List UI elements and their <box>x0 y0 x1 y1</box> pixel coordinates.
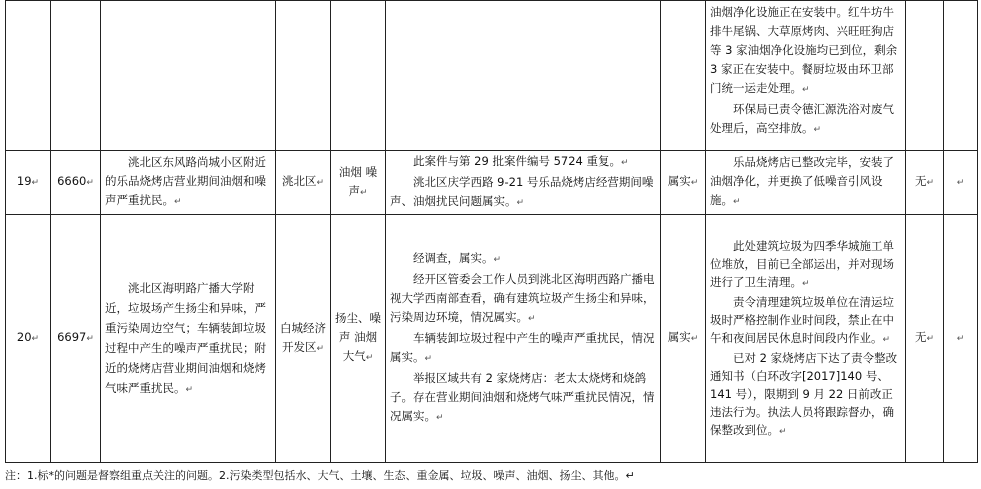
cell-rectify <box>706 1 906 151</box>
cell-accountability <box>906 1 944 151</box>
cell-district: 洮北区↵ <box>276 151 331 215</box>
cell-case <box>51 1 101 151</box>
cell-remark: ↵ <box>944 151 978 215</box>
cell-no <box>6 1 51 151</box>
cell-no: 19↵ <box>6 151 51 215</box>
cell-content <box>101 1 276 151</box>
table-row <box>6 151 978 215</box>
cell-verified <box>661 1 706 151</box>
cell-content: 洮北区海明路广播大学附近，垃圾场产生扬尘和异味，严重污染周边空气；车辆装卸垃圾过程中产生的噪声严重扰民；附近的烧烤店营业期间油烟和烧烤气味严重扰民。↵ <box>101 215 276 463</box>
cell-rectify: 此处建筑垃圾为四季华城施工单位堆放，目前已全部运出，并对现场进行了卫生清理。↵ 责令清理建筑垃圾单位在清运垃圾时严格控制作业时间段，禁止在中午和夜间居民休息时间段内作业。↵ 已对 2 家烧烤店下达了责令整改通知书（白环改字[2017]140 号、141 号），限期到 9 月 22 日前改正违法行为。执法人员将跟踪督办，确保整改到位。↵ <box>706 215 906 463</box>
cell-findings: 此案件与第 29 批案件编号 5724 重复。↵ 洮北区庆学西路 9-21 号乐品烧烤店经营期间噪声、油烟扰民问题属实。↵ <box>386 151 661 215</box>
footnote: 注：1.标*的问题是督察组重点关注的问题。2.污染类型包括水、大气、土壤、生态、重金属、垃圾、噪声、油烟、扬尘、其他。↵ <box>5 469 635 482</box>
cell-findings <box>386 1 661 151</box>
cell-content: 洮北区东风路尚城小区附近的乐品烧烤店营业期间油烟和噪声严重扰民。↵ <box>101 151 276 215</box>
cell-district: 白城经济开发区↵ <box>276 215 331 463</box>
cell-remark <box>944 1 978 151</box>
cell-remark: ↵ <box>944 215 978 463</box>
cell-pollution <box>331 1 386 151</box>
table-row <box>6 215 978 463</box>
cell-case: 6697↵ <box>51 215 101 463</box>
rectify-text: 油烟净化设施正在安装中。红牛坊牛排牛尾锅、大草原烤肉、兴旺旺狗店等 3 家油烟净化设施均已到位，剩余 3 家正在安装中。餐厨垃圾由环卫部门统一运走处理。↵ <box>710 5 898 95</box>
cell-case: 6660↵ <box>51 151 101 215</box>
case-table <box>5 0 978 463</box>
cell-pollution: 扬尘、噪声 油烟 大气↵ <box>331 215 386 463</box>
cell-rectify: 乐品烧烤店已整改完毕，安装了油烟净化，并更换了低噪音引风设施。↵ <box>706 151 906 215</box>
cell-findings: 经调查，属实。↵ 经开区管委会工作人员到洮北区海明西路广播电视大学西南部查看，确有建筑垃圾产生扬尘和异味，污染周边环境，情况属实。↵ 车辆装卸垃圾过程中产生的噪声严重扰民，情况属实。↵ 举报区域共有 2 家烧烤店：老太太烧烤和烧鸽子。存在营业期间油烟和烧烤气味严重扰民情况，情况属实。↵ <box>386 215 661 463</box>
cell-district <box>276 1 331 151</box>
cell-pollution: 油烟 噪声↵ <box>331 151 386 215</box>
rectify-text: 环保局已责令德汇源洗浴对废气处理后，高空排放。↵ <box>710 102 894 135</box>
cell-accountability: 无↵ <box>906 215 944 463</box>
cell-verified: 属实↵ <box>661 151 706 215</box>
cell-no: 20↵ <box>6 215 51 463</box>
table-row <box>6 1 978 151</box>
cell-accountability: 无↵ <box>906 151 944 215</box>
cell-verified: 属实↵ <box>661 215 706 463</box>
